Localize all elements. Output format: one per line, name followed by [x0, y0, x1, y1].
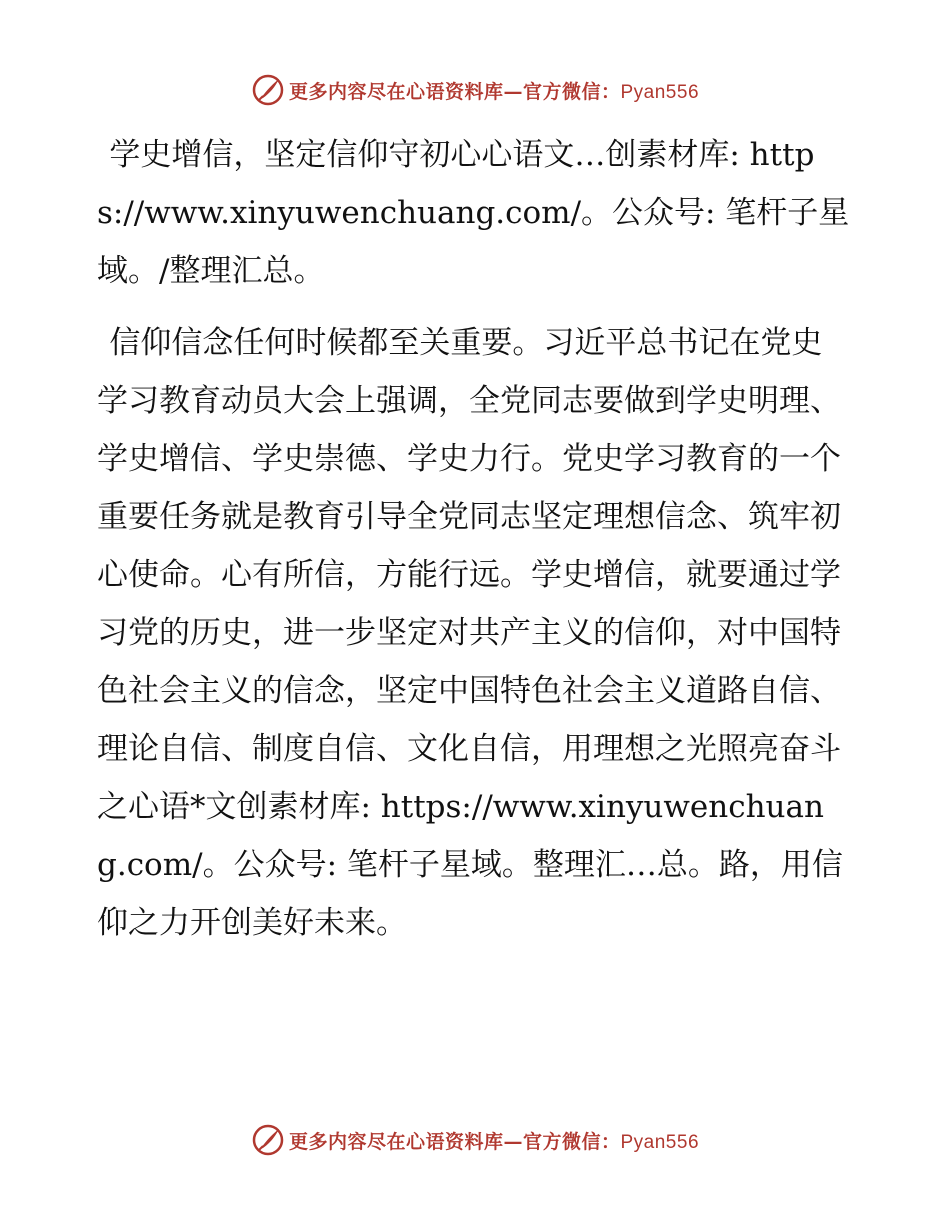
banner-label: 更多内容尽在心语资料库—官方微信： [288, 1130, 621, 1153]
banner-label: 更多内容尽在心语资料库—官方微信： [288, 80, 621, 103]
paragraph-1: 学史增信，坚定信仰守初心心语文…创素材库: https://www.xinyuwenchuang.com/。公众号: 笔杆子星域。/整理汇总。 [97, 137, 850, 289]
footer-banner-content [251, 1123, 699, 1157]
banner-text [289, 1127, 699, 1154]
banner-wechat-id: Pyan556 [620, 1131, 700, 1153]
banner-text [289, 77, 699, 104]
banner-wechat-id: Pyan556 [620, 81, 700, 103]
quill-seal-icon [251, 73, 285, 107]
document-body [97, 126, 853, 952]
footer-banner [0, 1120, 950, 1160]
quill-seal-icon [251, 1123, 285, 1157]
paragraph-2: 信仰信念任何时候都至关重要。习近平总书记在党史学习教育动员大会上强调，全党同志要做到学史明理、学史增信、学史崇德、学史力行。党史学习教育的一个重要任务就是教育引导全党同志坚定理想信念、筑牢初心使命。心有所信，方能行远。学史增信，就要通过学习党的历史，进一步坚定对共产主义的信仰，对中国特色社会主义的信念，坚定中国特色社会主义道路自信、理论自信、制度自信、文化自信，用理想之光照亮奋斗之心语*文创素材库: https://www.xinyuwenchuang.com/。公众号: 笔杆子星域。整理汇…总。路，用信仰之力开创美好未来。 [97, 325, 843, 941]
header-banner [0, 70, 950, 110]
header-banner-content [251, 73, 699, 107]
